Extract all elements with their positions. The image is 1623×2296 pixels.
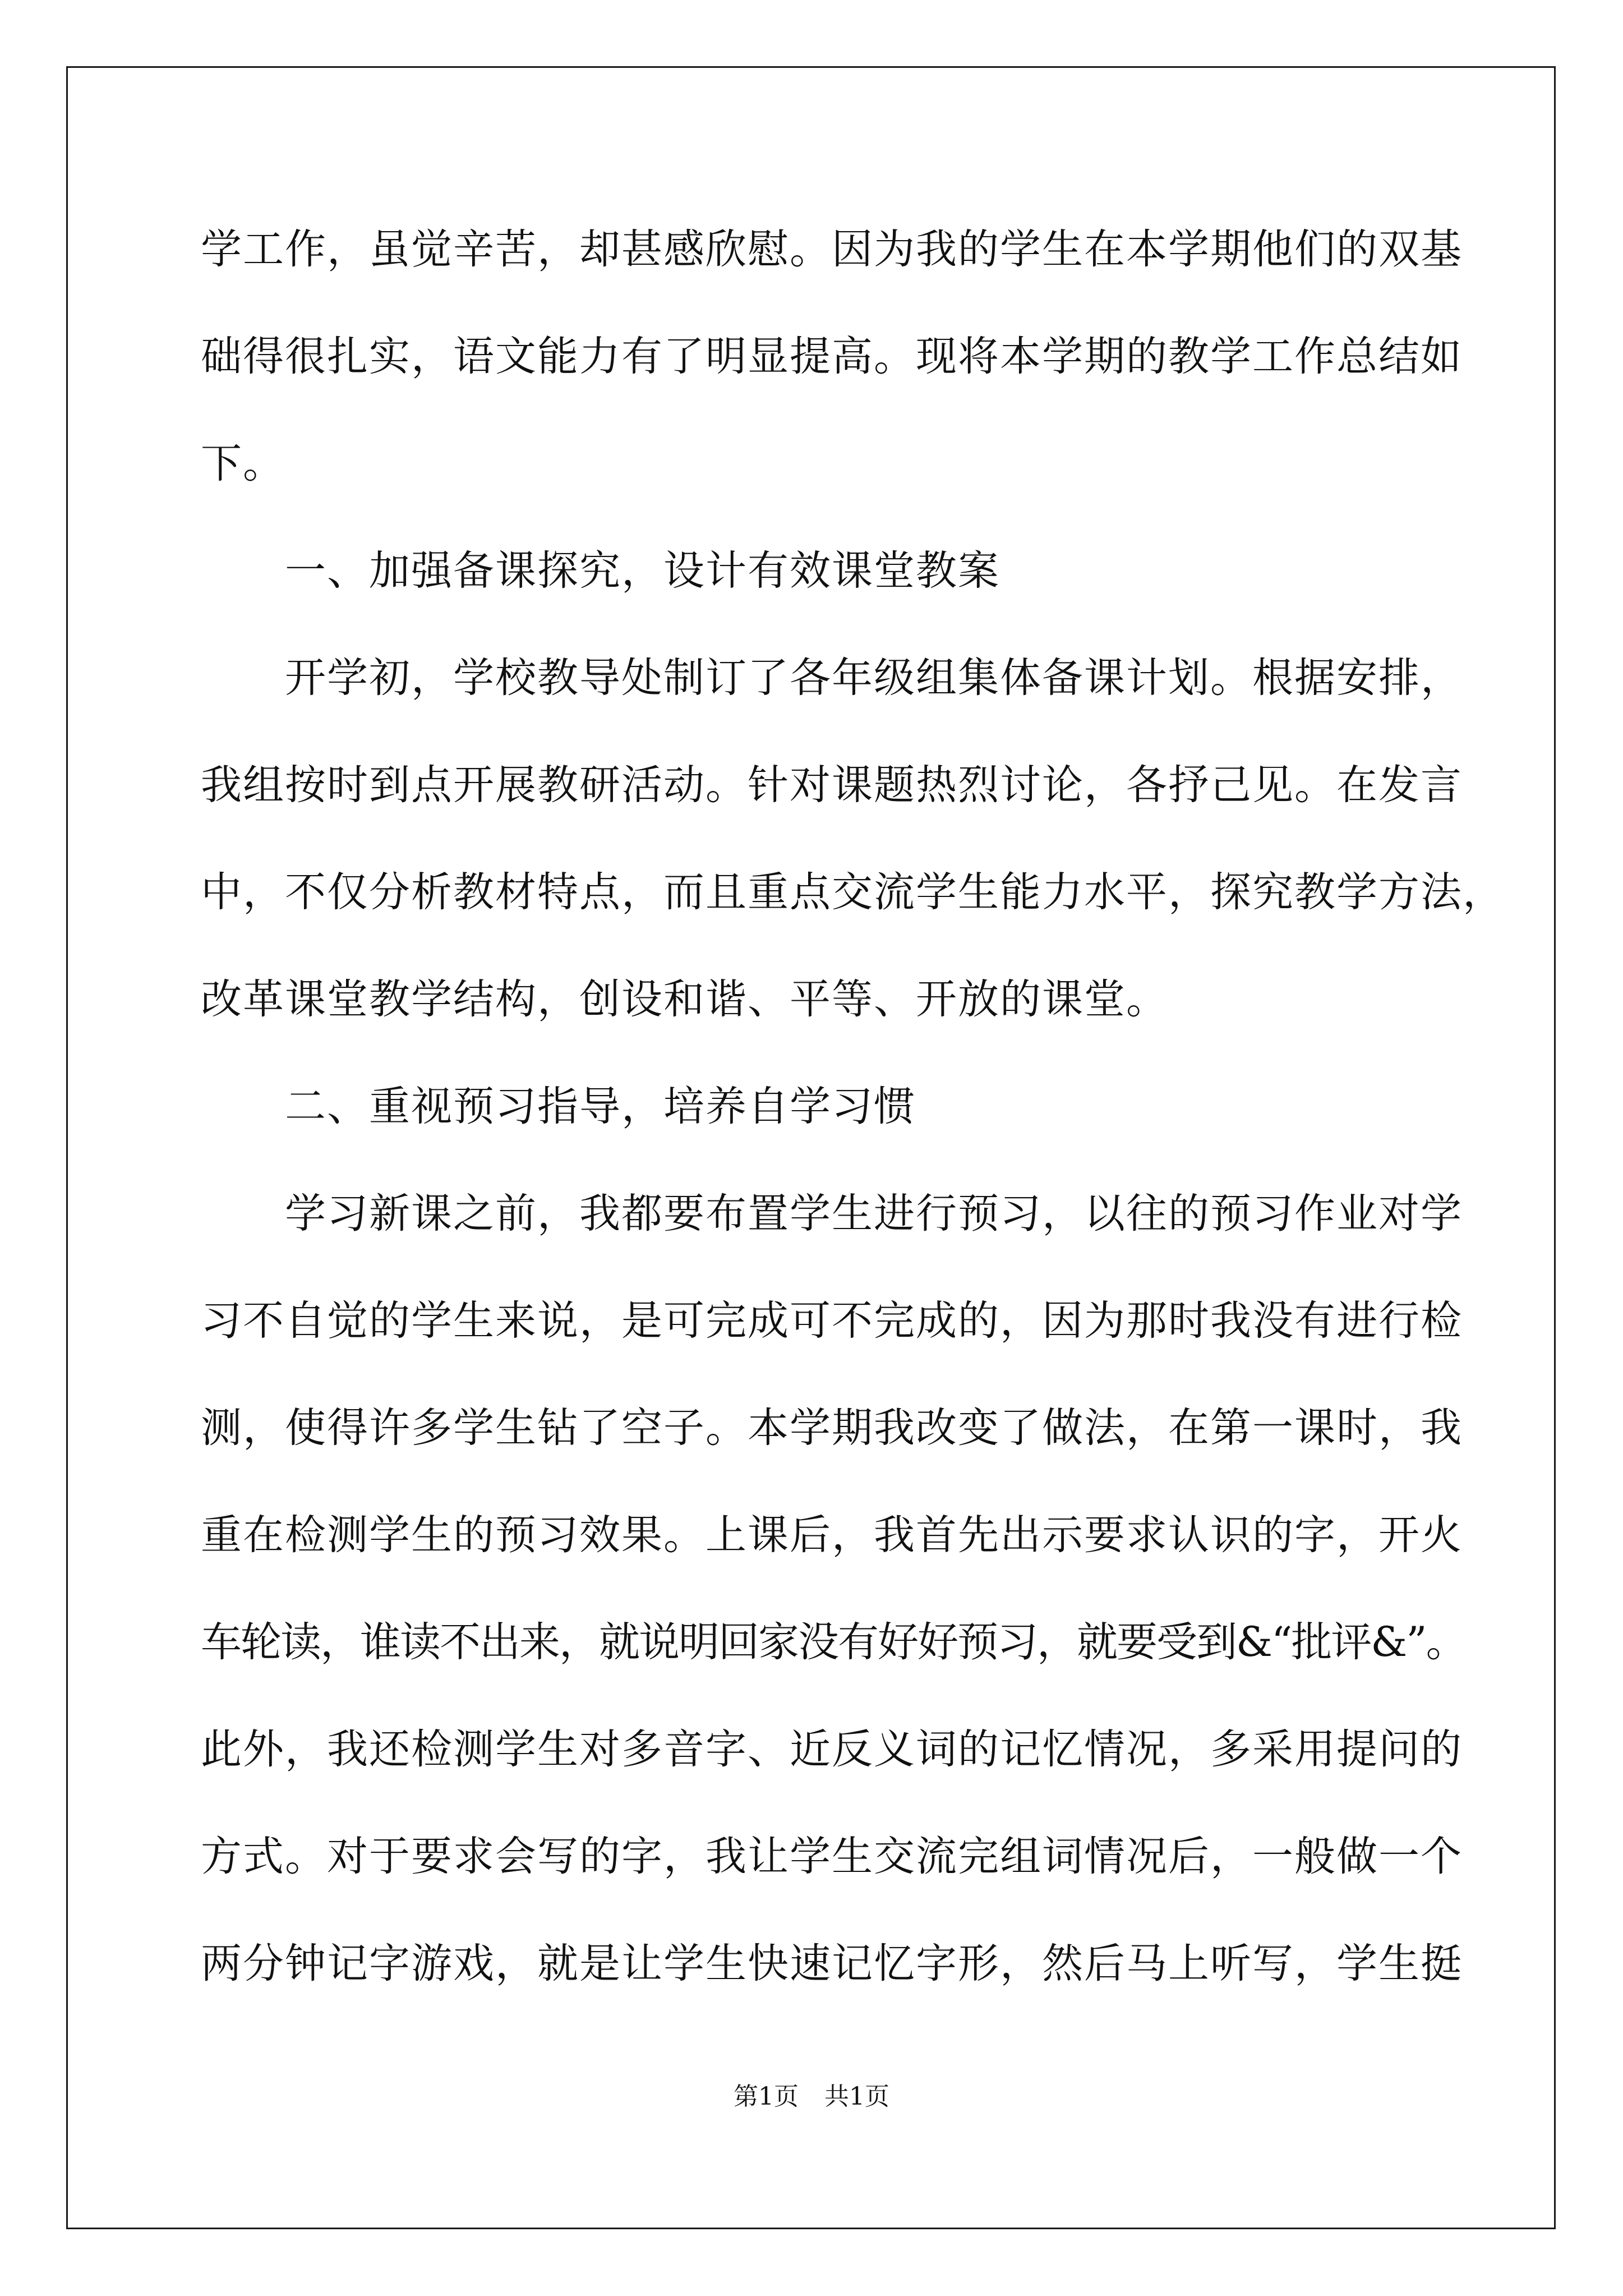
- text-line-16: 方式。对于要求会写的字，我让学生交流完组词情况后，一般做一个: [201, 1833, 1463, 1880]
- text-line-15: 此外，我还检测学生对多音字、近反义词的记忆情况，多采用提问的: [201, 1726, 1463, 1773]
- text-line-2: 础得很扎实，语文能力有了明显提高。现将本学期的教学工作总结如: [201, 333, 1463, 380]
- text-line-5: 开学初，学校教导处制订了各年级组集体备课计划。根据安排，: [285, 654, 1463, 702]
- text-line-13: 重在检测学生的预习效果。上课后，我首先出示要求认识的字，开火: [201, 1511, 1463, 1559]
- document-body: [201, 216, 1505, 2037]
- page-number-total: 共1页: [824, 2082, 889, 2111]
- section-heading-1: 一、加强备课探究，设计有效课堂教案: [285, 547, 1000, 595]
- text-line-1: 学工作，虽觉辛苦，却甚感欣慰。因为我的学生在本学期他们的双基: [201, 226, 1463, 273]
- page-number-current: 第1页: [734, 2082, 799, 2111]
- section-heading-2: 二、重视预习指导，培养自学习惯: [285, 1083, 916, 1130]
- text-line-11: 习不自觉的学生来说，是可完成可不完成的，因为那时我没有进行检: [201, 1297, 1463, 1345]
- page-footer: [0, 2080, 1623, 2114]
- text-line-8: 改革课堂教学结构，创设和谐、平等、开放的课堂。: [201, 976, 1168, 1023]
- text-line-12: 测，使得许多学生钻了空子。本学期我改变了做法，在第一课时，我: [201, 1404, 1463, 1452]
- text-line-3: 下。: [201, 440, 285, 487]
- text-line-17: 两分钟记字游戏，就是让学生快速记忆字形，然后马上听写，学生挺: [201, 1940, 1463, 1987]
- text-line-14: 车轮读，谁读不出来，就说明回家没有好好预习，就要受到&“批评&”。: [201, 1618, 1466, 1666]
- text-line-10: 学习新课之前，我都要布置学生进行预习，以往的预习作业对学: [285, 1190, 1463, 1237]
- text-line-7: 中，不仅分析教材特点，而且重点交流学生能力水平，探究教学方法，: [201, 868, 1505, 916]
- text-line-6: 我组按时到点开展教研活动。针对课题热烈讨论，各抒己见。在发言: [201, 761, 1463, 809]
